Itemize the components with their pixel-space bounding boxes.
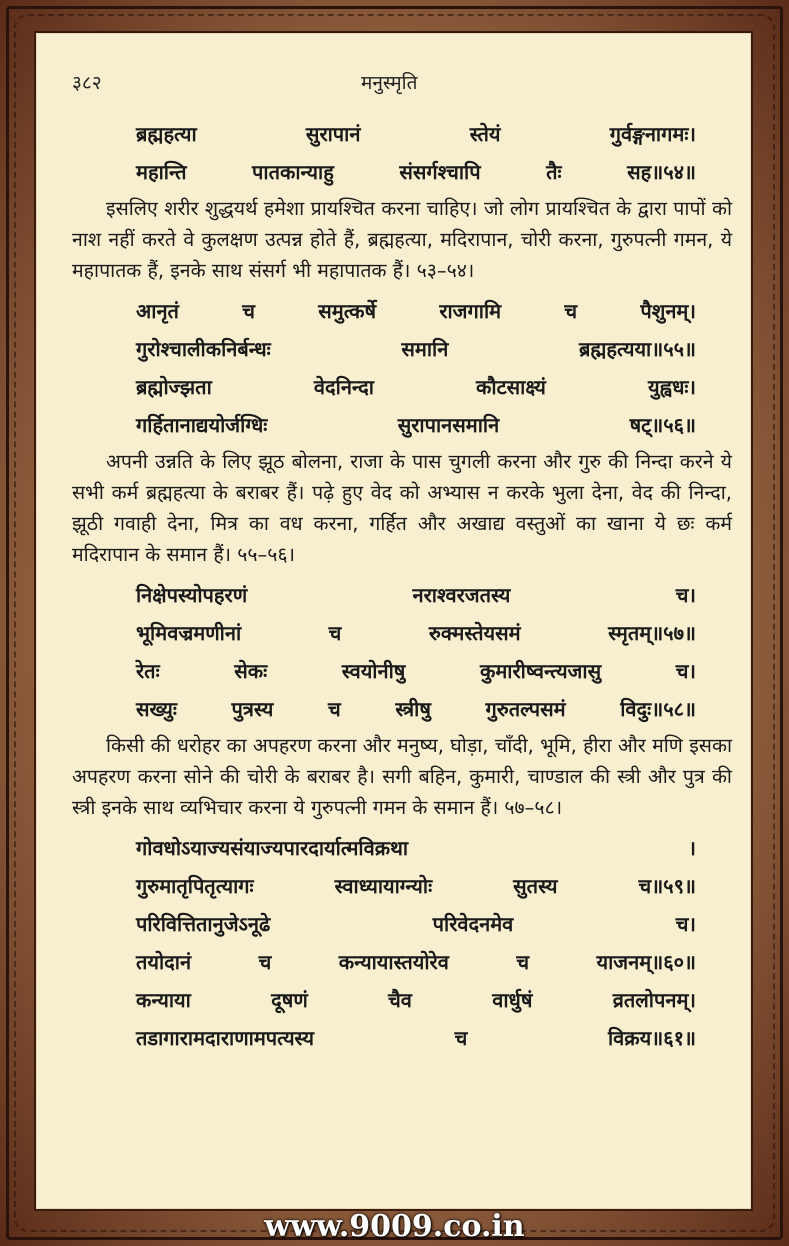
- verse-word: महान्ति: [136, 160, 187, 184]
- verse-word: च।: [675, 659, 696, 683]
- verse-word: समानि: [401, 337, 449, 361]
- verse-word: युह्वधः।: [648, 375, 696, 399]
- verse-word: राजगामि: [439, 299, 502, 323]
- verse-word: गर्हितानाद्ययोर्जग्धिः: [136, 413, 268, 437]
- verse-line: [136, 829, 696, 867]
- verse-word: आनृतं: [136, 299, 179, 323]
- verse-line: [136, 153, 696, 191]
- verse-word: कन्याया: [136, 988, 191, 1012]
- verse-word: च।: [675, 912, 696, 936]
- verse-word: कुमारीष्वन्त्यजासु: [479, 659, 602, 683]
- book-page: [36, 33, 751, 1209]
- verse-word: स्त्रीषु: [395, 697, 431, 721]
- verse-word: गोवधोऽयाज्यसंयाज्यपारदार्यात्मविक्रथा: [136, 836, 409, 860]
- verse-word: च: [328, 621, 342, 645]
- verse-word: कन्यायास्तयोरेव: [338, 950, 449, 974]
- verse-word: संसर्गश्चापि: [399, 160, 481, 184]
- verse-word: पुत्रस्य: [231, 697, 274, 721]
- verse-word: च: [454, 1026, 468, 1050]
- verse-word: तयोदानं: [136, 950, 192, 974]
- website-url: www.9009.co.in: [264, 1209, 525, 1244]
- verse-word: स्वयोनीषु: [341, 659, 406, 683]
- verse-word: समुत्कर्षे: [318, 299, 377, 323]
- verse-line: [136, 690, 696, 728]
- verse-word: तैः: [546, 160, 562, 184]
- verse-line: [136, 1019, 696, 1057]
- verse-word: सख्युः: [136, 697, 177, 721]
- verse-line: [136, 115, 696, 153]
- verse-word: च: [242, 299, 255, 323]
- page-header: [36, 33, 751, 93]
- verse-word: भूमिवज्रमणीनां: [136, 621, 242, 645]
- verse-word: च।: [675, 583, 696, 607]
- verse-line: [136, 981, 696, 1019]
- verse-line: [136, 406, 696, 444]
- page-content: [72, 115, 732, 1057]
- verse-word: नराश्वरजतस्य: [412, 583, 511, 607]
- verse-word: परिवेदनमेव: [432, 912, 514, 936]
- verse-word: याजनम्॥६०॥: [596, 950, 696, 974]
- translation-paragraph: अपनी उन्नति के लिए झूठ बोलना, राजा के पास चुगली करना और गुरु की निन्दा करने ये सभी कर्म ब्रह्महत्या के बराबर हैं। पढ़े हुए वेद को अभ्यास न करके भुला देना, वेद की निन्दा, झूठी गवाही देना, मित्र का वध करना, गर्हित और अखाद्य वस्तुओं का खाना ये छः कर्म मदिरापान के समान हैं। ५५–५६।: [72, 450, 732, 566]
- verse-word: चैव: [388, 988, 412, 1012]
- translation-paragraph: किसी की धरोहर का अपहरण करना और मनुष्य, घोड़ा, चाँदी, भूमि, हीरा और मणि इसका अपहरण करना सोने की चोरी के बराबर है। सगी बहिन, कुमारी, चाण्डाल की स्त्री और पुत्र की स्त्री इनके साथ व्यभिचार करना ये गुरुपत्नी गमन के समान हैं। ५७–५८।: [72, 734, 732, 819]
- verse-word: गुर्वङ्गनागमः।: [609, 122, 696, 146]
- verse-word: ब्रह्महत्या: [136, 122, 197, 146]
- verse-word: निक्षेपस्योपहरणं: [136, 583, 248, 607]
- verse-word: रेतः: [136, 659, 160, 683]
- verse-word: विदुः॥५८॥: [620, 697, 696, 721]
- verse-word: च: [516, 950, 530, 974]
- verse-word: वेदनिन्दा: [313, 375, 374, 399]
- verse-word: सुरापानं: [305, 122, 361, 146]
- verse-word: ।: [688, 836, 696, 860]
- verse-word: गुरोश्चालीकनिर्बन्धः: [136, 337, 271, 361]
- verse-word: पातकान्याहु: [252, 160, 334, 184]
- verse-word: सह॥५४॥: [627, 160, 696, 184]
- verse-line: [136, 614, 696, 652]
- verse-word: सुतस्य: [513, 874, 558, 898]
- verse-word: षट्॥५६॥: [629, 413, 696, 437]
- verse-line: [136, 330, 696, 368]
- verse-line: [136, 576, 696, 614]
- verse-word: च॥५९॥: [638, 874, 696, 898]
- verse-word: विक्रय॥६१॥: [607, 1026, 696, 1050]
- verse-word: स्तेयं: [469, 122, 501, 146]
- verse-word: सुरापानसमानि: [397, 413, 500, 437]
- verse-word: ब्रह्महत्यया॥५५॥: [578, 337, 696, 361]
- verse-word: पैशुनम्।: [640, 299, 696, 323]
- verse-word: रुक्मस्तेयसमं: [428, 621, 521, 645]
- verse-word: व्रतलोपनम्।: [612, 988, 696, 1012]
- running-title: मनुस्मृति: [361, 72, 418, 94]
- verse-word: स्वाध्यायाग्न्योः: [334, 874, 433, 898]
- verse-line: [136, 368, 696, 406]
- verse-word: कौटसाक्ष्यं: [476, 375, 546, 399]
- verse-line: [136, 905, 696, 943]
- verse-word: च: [564, 299, 578, 323]
- verse-word: च: [327, 697, 341, 721]
- page-number: ३८२: [72, 72, 102, 94]
- verse-line: [136, 943, 696, 981]
- verse-word: स्मृतम्॥५७॥: [608, 621, 696, 645]
- verse-word: ब्रह्मोज्झता: [136, 375, 212, 399]
- verse-line: [136, 292, 696, 330]
- verse-word: च: [258, 950, 272, 974]
- verse-word: तडागारामदाराणामपत्यस्य: [136, 1026, 314, 1050]
- verse-word: परिवित्तितानुजेऽनूढे: [136, 912, 271, 936]
- verse-line: [136, 652, 696, 690]
- verse-line: [136, 867, 696, 905]
- verse-word: गुरुमातृपितृत्यागः: [136, 874, 254, 898]
- translation-paragraph: इसलिए शरीर शुद्धयर्थ हमेशा प्रायश्चित करना चाहिए। जो लोग प्रायश्चित के द्वारा पापों को नाश नहीं करते वे कुलक्षण उत्पन्न होते हैं, ब्रह्महत्या, मदिरापान, चोरी करना, गुरुपत्नी गमन, ये महापातक हैं, इनके साथ संसर्ग भी महापातक हैं। ५३–५४।: [72, 197, 732, 282]
- verse-word: सेकः: [234, 659, 268, 683]
- verse-word: दूषणं: [271, 988, 308, 1012]
- verse-word: वार्धुषं: [492, 988, 533, 1012]
- verse-word: गुरुतल्पसमं: [485, 697, 566, 721]
